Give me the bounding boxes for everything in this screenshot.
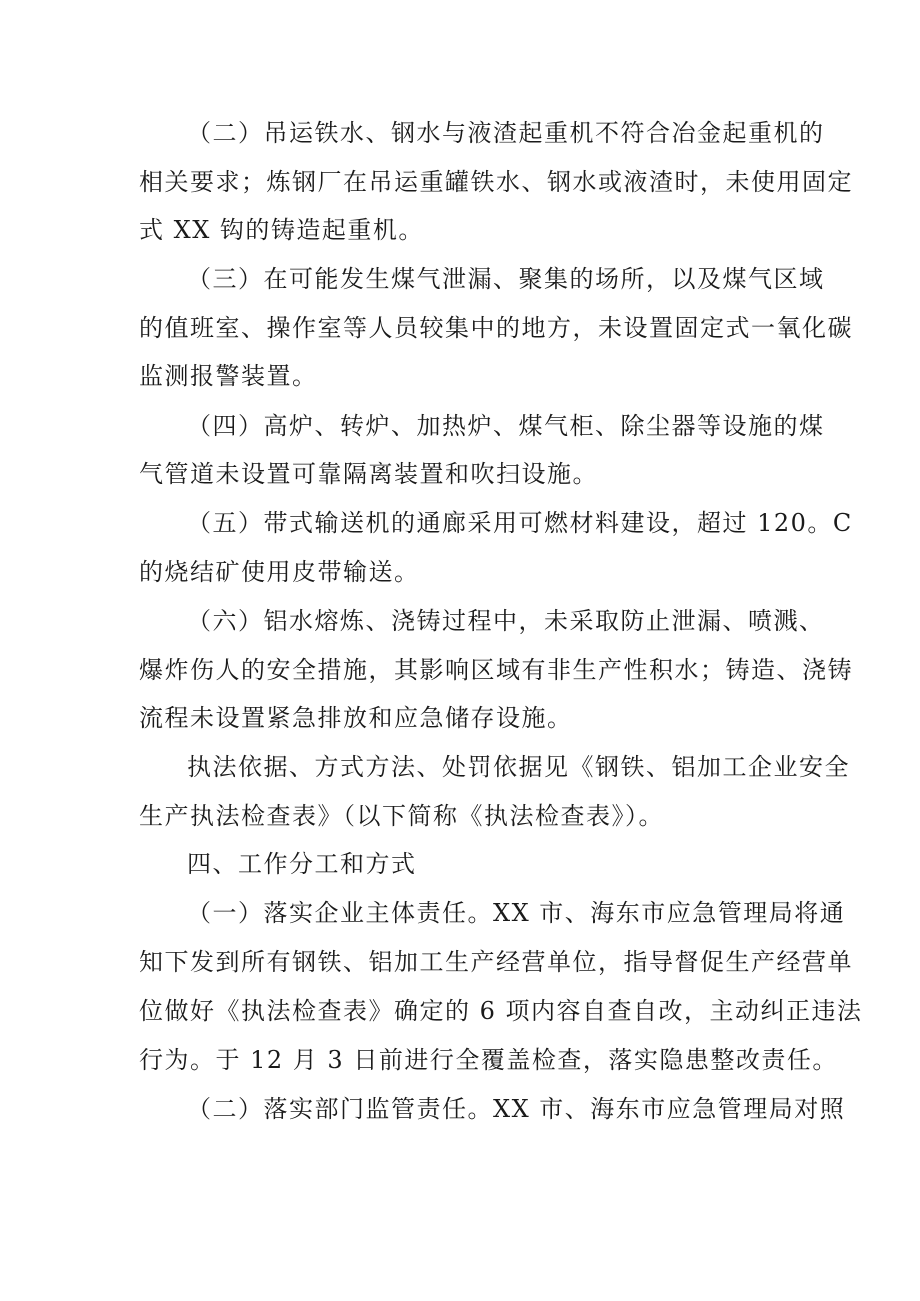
text-line: 流程未设置紧急排放和应急储存设施。	[139, 704, 573, 732]
section-heading: 四、工作分工和方式	[187, 850, 417, 878]
text-line: 式 XX 钩的铸造起重机。	[139, 216, 424, 244]
text-line: （二）落实部门监管责任。XX 市、海东市应急管理局对照	[187, 1095, 846, 1123]
text-line: 知下发到所有钢铁、铝加工生产经营单位，指导督促生产经营单	[139, 948, 853, 976]
text-line: 监测报警装置。	[139, 362, 318, 390]
text-line: 执法依据、方式方法、处罚依据见《钢铁、铝加工企业安全	[187, 753, 850, 781]
text-line: 的值班室、操作室等人员较集中的地方，未设置固定式一氧化碳	[139, 314, 853, 342]
text-line: （四）高炉、转炉、加热炉、煤气柜、除尘器等设施的煤	[187, 412, 825, 440]
text-line: 爆炸伤人的安全措施，其影响区域有非生产性积水；铸造、浇铸	[139, 656, 853, 684]
text-line: （三）在可能发生煤气泄漏、聚集的场所，以及煤气区域	[187, 265, 825, 293]
text-line: 气管道未设置可靠隔离装置和吹扫设施。	[139, 460, 598, 488]
text-line: （一）落实企业主体责任。XX 市、海东市应急管理局将通	[187, 899, 846, 927]
text-line: 相关要求；炼钢厂在吊运重罐铁水、钢水或液渣时，未使用固定	[139, 168, 853, 196]
text-line: （六）铝水熔炼、浇铸过程中，未采取防止泄漏、喷溅、	[187, 607, 825, 635]
text-line: 位做好《执法检查表》确定的 6 项内容自查自改，主动纠正违法	[139, 997, 863, 1025]
text-line: （二）吊运铁水、钢水与液渣起重机不符合冶金起重机的	[187, 119, 825, 147]
text-line: 的烧结矿使用皮带输送。	[139, 558, 420, 586]
text-line: 行为。于 12 月 3 日前进行全覆盖检查，落实隐患整改责任。	[139, 1046, 838, 1074]
text-line: （五）带式输送机的通廊采用可燃材料建设，超过 120。C	[187, 509, 853, 537]
text-line: 生产执法检查表》（以下简称《执法检查表》）。	[139, 802, 664, 830]
